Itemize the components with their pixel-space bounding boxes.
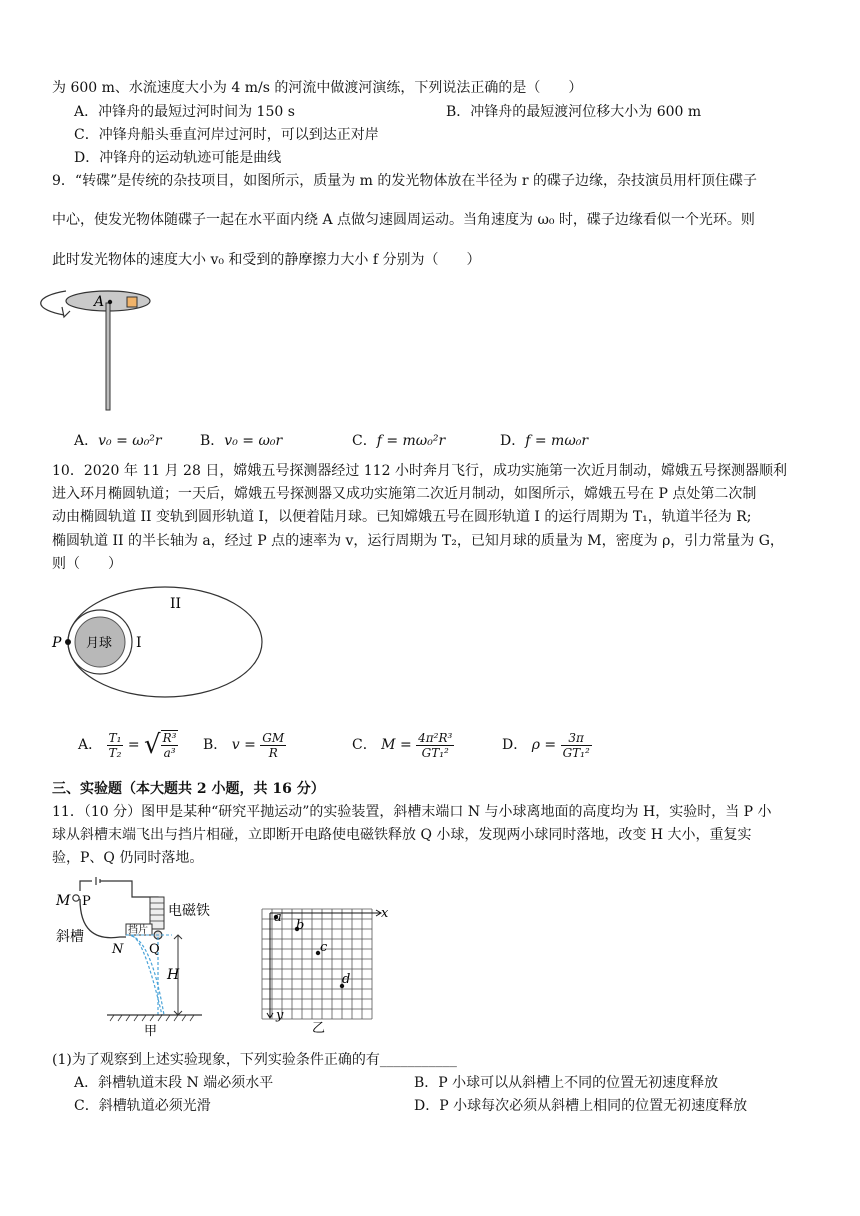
q10-option-a[interactable]: A． $\frac{\text{T₁}}{\text{T₂}}$ = √ $\frac{\text{R³}}{\text{a³}}$ (78, 730, 177, 760)
q9-option-a-expr: v₀ = ω₀²r (98, 433, 162, 449)
q10-text-line2: 进入环月椭圆轨道；一天后，嫦娥五号探测器又成功实施第二次近月制动，如图所示，嫦娥五号在 P 点处第二次制 (52, 486, 757, 502)
q10-option-b[interactable]: B． v = $\frac{GM}{R}$ (203, 730, 285, 760)
q10-option-c-fraction: $\frac{\text{4π²R³}}{\text{GT₁²}}$ (418, 730, 453, 760)
q11-figure-x-label: x (381, 906, 389, 921)
q11-figure-point-d: d (342, 972, 351, 987)
q11-figure-baffle-label: 挡片 (128, 925, 148, 936)
q10-option-a-sqrt: $\frac{\text{R³}}{\text{a³}}$ (162, 731, 177, 760)
q10-text-line1: 10．2020 年 11 月 28 日，嫦娥五号探测器经过 112 小时奔月飞行，成功实施第一次近月制动，嫦娥五号探测器顺利 (52, 463, 787, 479)
q9-option-d-expr: f = mω₀r (525, 433, 589, 449)
q11-trajectory-grid-figure-yi (258, 905, 398, 1035)
q11-figure-q-label: Q (149, 942, 160, 957)
q11-figure-point-a: a (274, 910, 282, 925)
q10-figure-p-label: P (52, 635, 62, 651)
q11-apparatus-figure-jia (52, 875, 232, 1039)
q10-figure-orbit-i-label: I (136, 635, 142, 651)
q11-figure-jia-label: 甲 (144, 1024, 158, 1039)
q9-option-a[interactable]: A．v₀ = ω₀²r (74, 433, 162, 449)
q10-option-c[interactable]: C． M = $\frac{\text{4π²R³}}{\text{GT₁²}}$ (352, 730, 453, 760)
q11-option-c[interactable]: C．斜槽轨道必须光滑 (74, 1098, 211, 1114)
q9-text-line2: 中心，使发光物体随碟子一起在水平面内绕 A 点做匀速圆周运动。当角速度为 ω₀ 时，碟子边缘看似一个光环。则 (52, 212, 755, 228)
q11-figure-yi-label: 乙 (312, 1021, 326, 1036)
q8-option-b[interactable]: B．冲锋舟的最短渡河位移大小为 600 m (446, 104, 702, 120)
q10-text-line5: 则（ ） (52, 556, 122, 572)
q8-stem: 为 600 m、水流速度大小为 4 m/s 的河流中做渡河演练，下列说法正确的是（ ） (52, 80, 583, 96)
q10-option-d-fraction: $\frac{3\pi}{\text{GT₁²}}$ (562, 730, 590, 760)
q11-figure-n-label: N (112, 942, 124, 957)
q10-option-b-fraction: $\frac{GM}{R}$ (262, 730, 285, 760)
q11-text-line1: 11．（10 分）图甲是某种“研究平抛运动”的实验装置，斜槽末端口 N 与小球离地面的高度均为 H，实验时，当 P 小 (52, 804, 772, 820)
q11-option-b[interactable]: B．P 小球可以从斜槽上不同的位置无初速度释放 (414, 1075, 719, 1091)
q9-option-d[interactable]: D．f = mω₀r (500, 433, 589, 449)
q11-figure-slot-label: 斜槽 (56, 929, 84, 945)
q11-text-line3: 验，P、Q 仍同时落地。 (52, 850, 204, 866)
q11-figure-electromagnet-label: 电磁铁 (168, 903, 210, 919)
q9-text-line1: 9．“转碟”是传统的杂技项目，如图所示，质量为 m 的发光物体放在半径为 r 的碟子边缘，杂技演员用杆顶住碟子 (52, 173, 757, 189)
q11-figure-h-label: H (167, 967, 180, 983)
q9-option-c-expr: f = mω₀²r (376, 433, 446, 449)
q11-option-d[interactable]: D．P 小球每次必须从斜槽上相同的位置无初速度释放 (414, 1098, 748, 1114)
q9-spinning-plate-figure (50, 285, 160, 415)
q10-figure-orbit-ii-label: II (170, 596, 182, 612)
q11-figure-point-c: c (320, 940, 328, 955)
q10-option-d[interactable]: D． ρ = $\frac{3\pi}{\text{GT₁²}}$ (502, 730, 590, 760)
q10-option-a-fraction: $\frac{\text{T₁}}{\text{T₂}}$ (108, 730, 122, 760)
q10-figure-moon-label: 月球 (86, 636, 113, 651)
q9-text-line3: 此时发光物体的速度大小 v₀ 和受到的静摩擦力大小 f 分别为（ ） (52, 252, 481, 268)
q9-option-c[interactable]: C．f = mω₀²r (352, 433, 446, 449)
q10-text-line4: 椭圆轨道 II 的半长轴为 a，经过 P 点的速率为 v，运行周期为 T₂，已知月球的质量为 M，密度为 ρ，引力常量为 G， (52, 533, 784, 549)
section-3-title: 三、实验题（本大题共 2 小题，共 16 分） (52, 781, 325, 797)
q11-figure-point-b: b (296, 918, 305, 933)
q9-option-b-expr: v₀ = ω₀r (224, 433, 283, 449)
q8-option-c[interactable]: C．冲锋舟船头垂直河岸过河时，可以到达正对岸 (74, 127, 379, 143)
q11-grid-lines (262, 909, 372, 1019)
q8-option-a[interactable]: A．冲锋舟的最短过河时间为 150 s (74, 104, 295, 120)
q8-option-d[interactable]: D．冲锋舟的运动轨迹可能是曲线 (74, 150, 282, 166)
q10-text-line3: 动由椭圆轨道 II 变轨到圆形轨道 I，以便着陆月球。已知嫦娥五号在圆形轨道 I 的运行周期为 T₁，轨道半径为 R; (52, 509, 752, 525)
q11-option-a[interactable]: A．斜槽轨道末段 N 端必须水平 (74, 1075, 274, 1091)
q11-figure-y-label: y (276, 1008, 284, 1023)
q11-text-line2: 球从斜槽末端飞出与挡片相碰，立即断开电路使电磁铁释放 Q 小球，发现两小球同时落地，改变 H 大小，重复实 (52, 827, 752, 843)
q9-figure-label-a: A (94, 294, 105, 310)
q11-figure-p-label: P (82, 894, 91, 909)
q11-figure-m-label: M (56, 893, 71, 909)
q10-orbit-figure (50, 585, 250, 715)
q11-sub1-stem: (1)为了观察到上述实验现象，下列实验条件正确的有___________ (52, 1052, 457, 1068)
q9-option-b[interactable]: B．v₀ = ω₀r (200, 433, 283, 449)
